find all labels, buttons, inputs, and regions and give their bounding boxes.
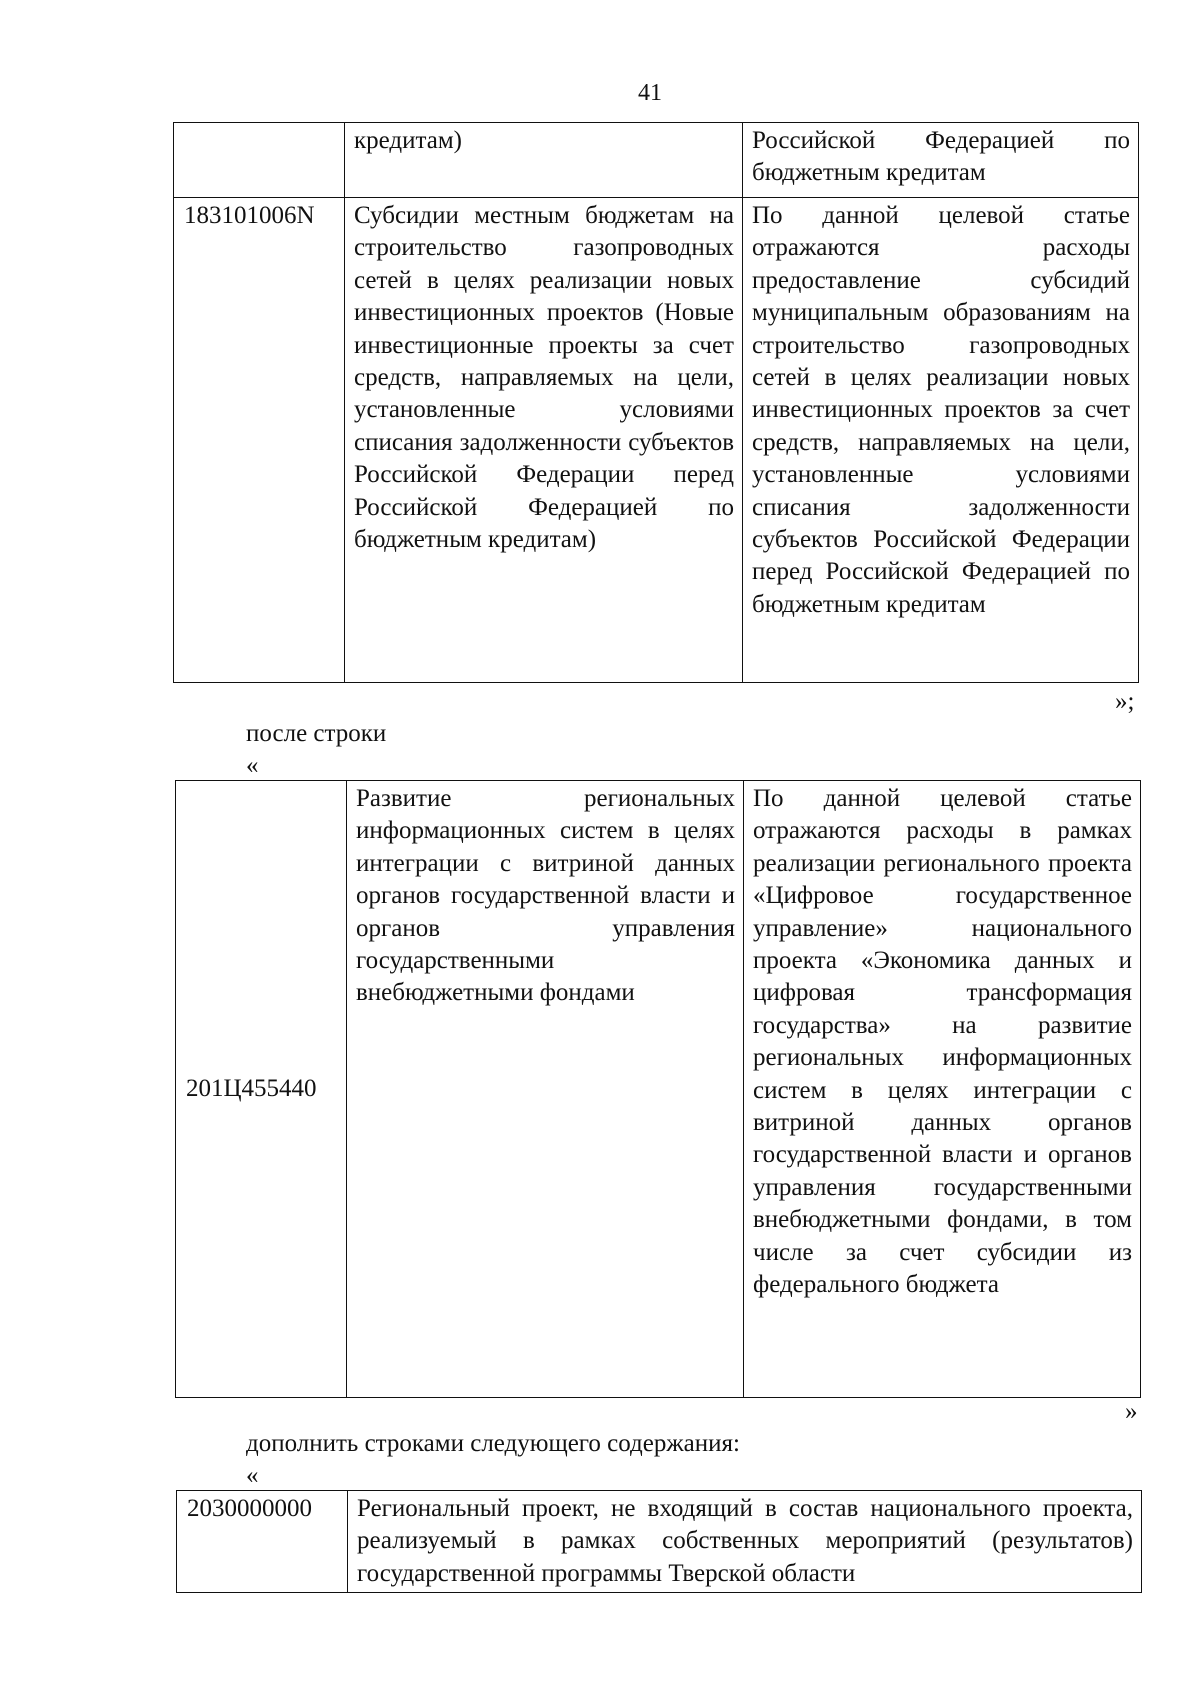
budget-table-2 bbox=[175, 780, 1141, 1398]
description-cell: По данной целевой статье отражаются расходы в рамках реализации регионального проекта «Цифровое государственное управление» национального проекта «Экономика данных и цифровая трансформация государства» на развитие региональных информационных систем в целях интеграции с витриной данных органов государственной власти и органов управления государственными внебюджетными фондами, в том числе за счет субсидии из федерального бюджета bbox=[744, 781, 1141, 1398]
closing-quote-2: » bbox=[1125, 1398, 1138, 1425]
table-row bbox=[177, 1491, 1142, 1593]
code-cell: 201Ц455440 bbox=[176, 781, 347, 1398]
name-cell: Развитие региональных информационных систем в целях интеграции с витриной данных органов государственной власти и органов управления государственными внебюджетными фондами bbox=[347, 781, 744, 1398]
table-row bbox=[174, 198, 1139, 683]
name-cell: кредитам) bbox=[345, 123, 743, 198]
name-cell: Субсидии местным бюджетам на строительство газопроводных сетей в целях реализации новых инвестиционных проектов (Новые инвестиционные проекты за счет средств, направляемых на цели, установленные условиями списания задолженности субъектов Российской Федерации перед Российской Федерацией по бюджетным кредитам) bbox=[345, 198, 743, 683]
opening-quote-1: « bbox=[246, 752, 259, 779]
budget-table-3 bbox=[176, 1490, 1142, 1593]
code-cell: 2030000000 bbox=[177, 1491, 348, 1593]
code-cell bbox=[174, 123, 345, 198]
paragraph-after-row: после строки bbox=[246, 720, 387, 747]
description-cell: По данной целевой статье отражаются расходы предоставление субсидий муниципальным образованиям на строительство газопроводных сетей в целях реализации новых инвестиционных проектов за счет средств, направляемых на цели, установленные условиями списания задолженности субъектов Российской Федерации перед Российской Федерацией по бюджетным кредитам bbox=[743, 198, 1139, 683]
code-cell: 183101006N bbox=[174, 198, 345, 683]
opening-quote-2: « bbox=[246, 1462, 259, 1489]
closing-quote-1: »; bbox=[1115, 688, 1135, 715]
table-row bbox=[176, 781, 1141, 1398]
description-cell: Российской Федерацией по бюджетным кредитам bbox=[743, 123, 1139, 198]
page-number: 41 bbox=[638, 80, 662, 106]
paragraph-add-rows: дополнить строками следующего содержания: bbox=[246, 1430, 740, 1457]
name-cell: Региональный проект, не входящий в состав национального проекта, реализуемый в рамках собственных мероприятий (результатов) государственной программы Тверской области bbox=[348, 1491, 1142, 1593]
table-row bbox=[174, 123, 1139, 198]
budget-table-1 bbox=[173, 122, 1139, 683]
